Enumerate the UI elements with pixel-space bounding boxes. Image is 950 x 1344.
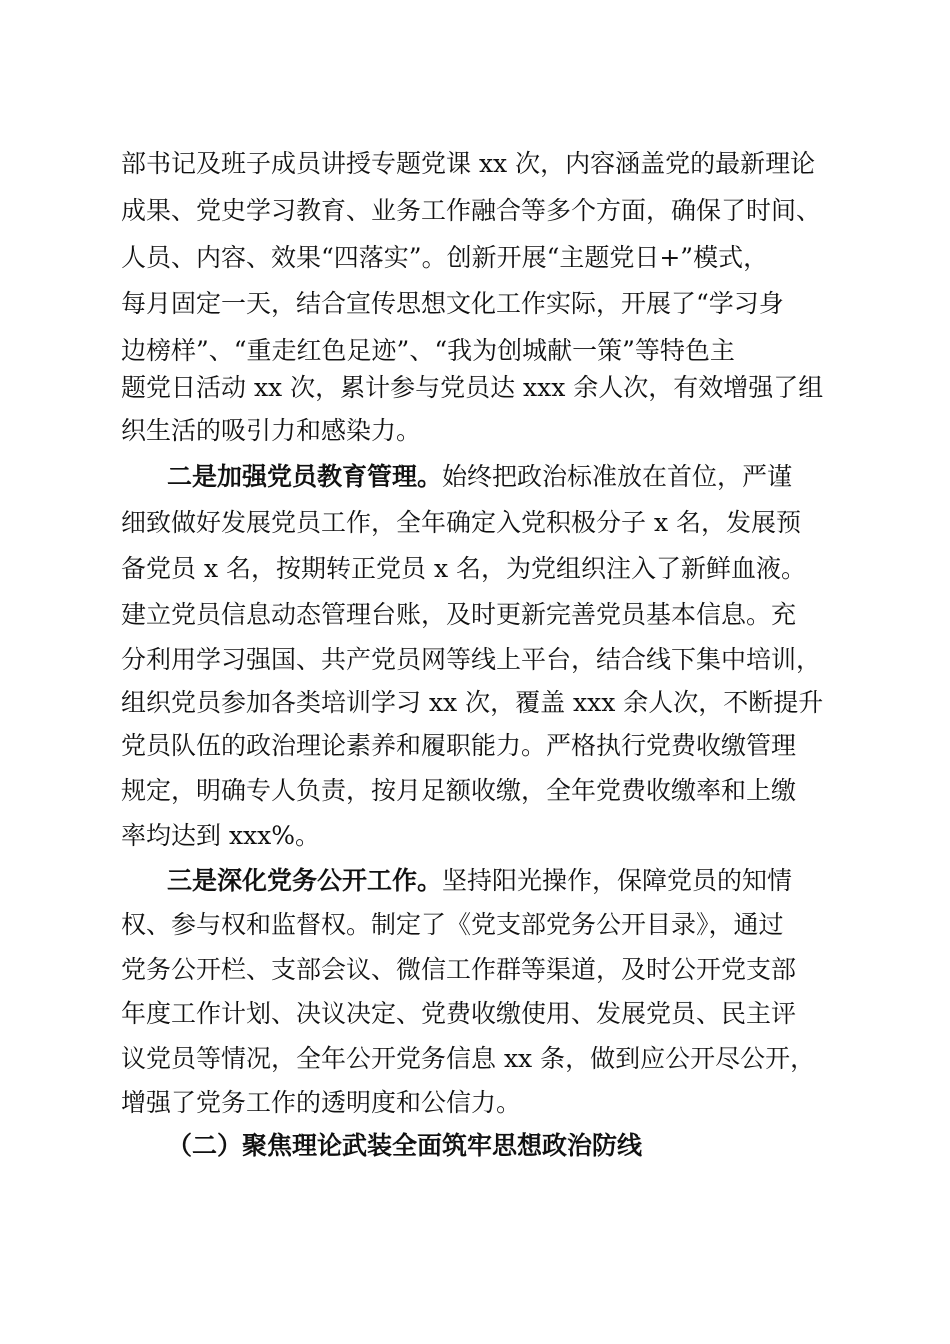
paragraph-text: 始终把政治标准放在首位，严谨 [442,462,793,491]
paragraph-line: 备党员 x 名，按期转正党员 x 名，为党组织注入了新鲜血液。 [121,554,806,583]
paragraph-line: 年度工作计划、决议决定、党费收缴使用、发展党员、民主评 [121,999,797,1028]
paragraph-line: 规定，明确专人负责，按月足额收缴，全年党费收缴率和上缴 [121,776,797,805]
paragraph-line: 每月固定一天，结合宣传思想文化工作实际，开展了“学习身 [121,289,784,318]
paragraph-line: 成果、党史学习教育、业务工作融合等多个方面，确保了时间、 [121,196,822,225]
paragraph-first-line [167,459,792,495]
paragraph-line: 议党员等情况，全年公开党务信息 xx 条，做到应公开尽公开， [121,1044,816,1073]
paragraph-line: 织生活的吸引力和感染力。 [121,416,422,445]
paragraph-line: 部书记及班子成员讲授专题党课 xx 次，内容涵盖党的最新理论 [121,149,816,178]
paragraph-line: 权、参与权和监督权。制定了《党支部党务公开目录》，通过 [121,910,784,939]
paragraph-line: 建立党员信息动态管理台账，及时更新完善党员基本信息。充 [121,600,797,629]
paragraph-lead: 二是加强党员教育管理。 [167,462,443,491]
paragraph-line: 边榜样”、“重走红色足迹”、“我为创城献一策”等特色主 [121,336,735,365]
paragraph-line: 人员、内容、效果“四落实”。创新开展“主题党日+”模式， [121,243,769,272]
section-heading: （二）聚焦理论武装全面筑牢思想政治防线 [167,1131,643,1160]
paragraph-line: 题党日活动 xx 次，累计参与党员达 xxx 余人次，有效增强了组 [121,373,824,402]
paragraph-first-line [167,863,792,899]
paragraph-lead: 三是深化党务公开工作。 [167,866,443,895]
paragraph-line: 率均达到 xxx%。 [121,821,320,850]
paragraph-line: 党员队伍的政治理论素养和履职能力。严格执行党费收缴管理 [121,731,797,760]
paragraph-line: 细致做好发展党员工作，全年确定入党积极分子 x 名，发展预 [121,508,801,537]
paragraph-text: 坚持阳光操作，保障党员的知情 [442,866,793,895]
paragraph-line: 组织党员参加各类培训学习 xx 次，覆盖 xxx 余人次，不断提升 [121,688,824,717]
paragraph-line: 增强了党务工作的透明度和公信力。 [121,1088,522,1117]
paragraph-line: 党务公开栏、支部会议、微信工作群等渠道，及时公开党支部 [121,955,797,984]
paragraph-line: 分利用学习强国、共产党员网等线上平台，结合线下集中培训， [121,645,822,674]
